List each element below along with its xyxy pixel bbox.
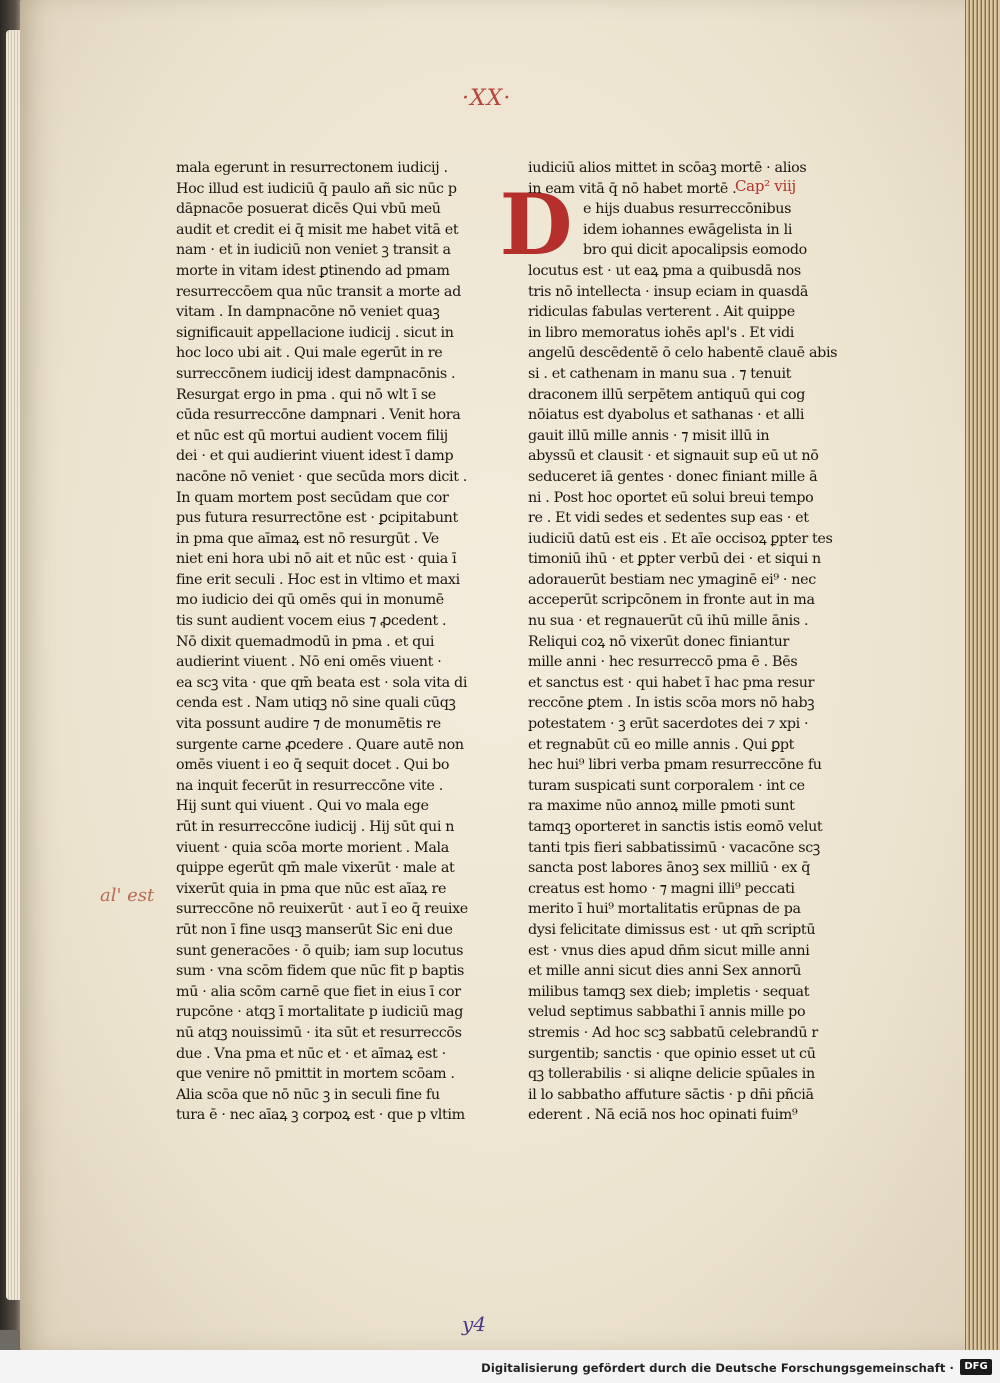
text-line: ra maxime nūo annoꝝ mille pmoti sunt <box>528 798 795 815</box>
text-line: due . Vna pma et nūc et · et aīmaꝝ est · <box>176 1045 446 1062</box>
text-line: mū · alia scōm carnē que fiet in eius ī cor <box>176 983 461 1000</box>
text-line: nam · et in iudiciū non veniet ꝫ transit a <box>176 242 451 259</box>
text-line: significauit appellacione iudicij . sicut in <box>176 324 454 341</box>
text-line: merito ī hui⁹ mortalitatis erūpnas de pa <box>528 901 801 918</box>
text-line: tamqꝫ oporteret in sanctis istis eomō velut <box>528 819 823 835</box>
funding-credit: Digitalisierung gefördert durch die Deutsche Forschungsgemeinschaft · <box>481 1361 954 1375</box>
text-line: timoniū ihū · et ꝑpter verbū dei · et siqui n <box>528 551 821 568</box>
text-line: niet eni hora ubi nō ait et nūc est · quia ī <box>176 551 457 568</box>
text-line: locutus est · ut eaꝝ pma a quibusdā nos <box>528 262 801 279</box>
text-line: audit et credit ei q̄ misit me habet vitā et <box>176 221 459 238</box>
text-line: ederent . Nā eciā nos hoc opinati fuim⁹ <box>528 1107 798 1124</box>
text-line: In quam mortem post secūdam que cor <box>176 489 449 506</box>
text-line: nōiatus est dyabolus et sathanas · et alli <box>528 407 805 424</box>
text-line: in libro memoratus iohēs apl's . Et vidi <box>528 324 794 341</box>
text-line: angelū descēdentē ō celo habentē clauē abis <box>528 345 838 362</box>
text-line: audierint viuent . Nō eni omēs viuent · <box>176 654 442 671</box>
text-line: e hijs duabus resurreccōnibus <box>583 201 792 218</box>
text-line: tanti tpis fieri sabbatissimū · vacacōne scꝫ <box>528 839 820 856</box>
text-line: vitam . In dampnacōne nō veniet quaꝫ <box>176 304 440 321</box>
text-line: ni . Post hoc oportet eū solui breui tempo <box>528 489 814 506</box>
text-line: mille anni · hec resurreccō pma ē . Bēs <box>528 654 798 671</box>
text-line: gauit illū mille annis · ⁊ misit illū in <box>528 427 770 444</box>
text-line: velud septimus sabbathi ī annis mille po <box>528 1004 806 1021</box>
text-line: iudiciū datū est eis . Et aīe occisoꝝ ꝑpter tes <box>528 530 833 547</box>
text-line: morte in vitam idest ꝑtinendo ad pmam <box>176 262 450 279</box>
text-line: surgentib; sanctis · que opinio esset ut cū <box>528 1045 816 1062</box>
text-line: mo iudicio dei qū omēs qui in monumē <box>176 592 444 609</box>
text-line: Hoc illud est iudiciū q̄ paulo añ sic nūc p <box>176 180 457 197</box>
text-line: re . Et vidi sedes et sedentes sup eas · et <box>528 510 809 527</box>
text-line: potestatem · ꝫ erūt sacerdotes dei ⁊ xpi · <box>528 716 809 733</box>
text-line: surreccōnem iudicij idest dampnacōnis . <box>176 365 456 382</box>
text-line: vita possunt audire ⁊ de monumētis re <box>176 716 441 733</box>
text-line: resurreccōem qua nūc transit a morte ad <box>176 283 461 300</box>
right-text-column <box>528 158 838 1126</box>
text-line: rūt non ī fine usqꝫ manserūt Sic eni due <box>176 921 453 938</box>
text-line: cenda est . Nam utiqꝫ nō sine quali cūqꝫ <box>176 695 456 712</box>
text-line: in pma que aīmaꝝ est nō resurgūt . Ve <box>176 530 439 547</box>
text-line: hec hui⁹ libri verba pmam resurreccōne fu <box>528 757 822 774</box>
text-line: et sanctus est · qui habet ī hac pma resur <box>528 674 815 691</box>
text-line: adorauerūt bestiam nec ymaginē ei⁹ · nec <box>528 571 816 588</box>
text-line: surgente carne ꝓcedere . Quare autē non <box>176 736 464 753</box>
text-line: dysi felicitate dimissus est · ut qm̄ scriptū <box>528 921 816 938</box>
margin-annotation: al' est <box>100 885 155 906</box>
text-line: qꝫ tollerabilis · si aliqne delicie spūales in <box>528 1066 815 1083</box>
text-line: si . et cathenam in manu sua . ⁊ tenuit <box>528 365 792 382</box>
text-line: bro qui dicit apocalipsis eomodo <box>583 242 807 259</box>
text-line: dāpnacōe posuerat dicēs Qui vbū meū <box>176 201 441 218</box>
text-line: sum · vna scōm fidem que nūc fit p baptis <box>176 963 465 980</box>
text-line: Hij sunt qui viuent . Qui vo mala ege <box>176 798 429 815</box>
text-line: il lo sabbatho affuture sāctis · p dn̄i pñciā <box>528 1086 814 1103</box>
text-line: Resurgat ergo in pma . qui nō wlt ī se <box>176 386 436 403</box>
text-line: nū atqꝫ nouissimū · ita sūt et resurreccōs <box>176 1024 462 1041</box>
text-line: et regnabūt cū eo mille annis . Qui ꝑpt <box>528 736 795 753</box>
text-line: tis sunt audient vocem eius ⁊ ꝓcedent . <box>176 613 447 630</box>
text-line: nu sua · et regnauerūt cū ihū mille ānis . <box>528 613 809 630</box>
text-line: idem iohannes ewāgelista in li <box>583 221 793 238</box>
text-line: iudiciū alios mittet in scōaꝫ mortē · alios <box>528 160 807 176</box>
text-line: mala egerunt in resurrectonem iudicij . <box>176 160 448 176</box>
dfg-logo: DFG <box>960 1359 992 1375</box>
text-line: cūda resurreccōne dampnari . Venit hora <box>176 407 461 424</box>
text-line: et mille anni sicut dies anni Sex annorū <box>528 963 802 980</box>
quire-signature: y4 <box>462 1312 487 1336</box>
text-line: rupcōne · atqꝫ ī mortalitate p iudiciū mag <box>176 1004 463 1021</box>
text-line: fine erit seculi . Hoc est in vltimo et maxi <box>176 571 460 588</box>
text-line: et nūc est qū mortui audient vocem filij <box>176 427 448 444</box>
text-line: vixerūt quia in pma que nūc est aīaꝝ re <box>176 880 447 897</box>
text-line: na inquit fecerūt in resurreccōne vite . <box>176 777 443 794</box>
text-line: creatus est homo · ⁊ magni illi⁹ peccati <box>528 880 795 897</box>
text-line: omēs viuent i eo q̄ sequit docet . Qui bo <box>176 757 450 774</box>
text-line: dei · et qui audierint viuent idest ī damp <box>176 448 454 465</box>
text-line: reccōne ꝑtem . In istis scōa mors nō habꝫ <box>528 695 815 712</box>
text-line: Reliqui coꝝ nō vixerūt donec finiantur <box>528 633 789 650</box>
folio-number: ·XX· <box>462 86 512 111</box>
text-line: surreccōne nō reuixerūt · aut ī eo q̄ reuixe <box>176 901 468 918</box>
decorated-initial: D <box>499 175 573 274</box>
text-line: seduceret iā gentes · donec finiant mille ā <box>528 468 818 485</box>
text-line: nacōne nō veniet · que secūda mors dicit . <box>176 468 467 485</box>
text-line: rūt in resurreccōne iudicij . Hij sūt qui n <box>176 819 455 835</box>
left-text-column <box>176 158 468 1126</box>
text-line: est · vnus dies apud dn̄m sicut mille anni <box>528 942 810 959</box>
text-line: quippe egerūt qm̄ male vixerūt · male at <box>176 860 455 877</box>
text-line: Alia scōa que nō nūc ꝫ in seculi fine fu <box>176 1086 440 1103</box>
manuscript-page <box>20 0 970 1350</box>
text-line: acceperūt scripcōnem in fronte aut in ma <box>528 592 815 609</box>
text-line: sunt generacōes · ō quib; iam sup locutus <box>176 942 464 959</box>
text-line: milibus tamqꝫ sex dieb; impletis · sequat <box>528 983 810 1000</box>
text-line: tura ē · nec aīaꝝ ꝫ corpoꝝ est · que p vltim <box>176 1107 465 1124</box>
text-line: pus futura resurrectōne est · ꝑcipitabunt <box>176 510 458 527</box>
page-edges-right <box>965 0 1000 1350</box>
text-line: sancta post labores ānoꝫ sex milliū · ex q̄ <box>528 860 811 877</box>
text-line: ea scꝫ vita · que qm̄ beata est · sola vita di <box>176 674 468 691</box>
chapter-heading: Cap² viij <box>735 177 796 195</box>
text-line: ridiculas fabulas verterent . Ait quippe <box>528 304 795 321</box>
text-line: viuent · quia scōa morte morient . Mala <box>176 839 449 856</box>
text-line: in eam vitā q̄ nō habet mortē . <box>528 180 737 197</box>
text-line: draconem illū serpētem antiquū qui cog <box>528 386 806 403</box>
text-line: abyssū et clausit · et signauit sup eū ut nō <box>528 448 819 465</box>
text-line: tris nō intellecta · insup eciam in quasdā <box>528 283 809 300</box>
text-line: hoc loco ubi ait . Qui male egerūt in re <box>176 345 443 362</box>
text-line: stremis · Ad hoc scꝫ sabbatū celebrandū r <box>528 1024 818 1041</box>
text-line: Nō dixit quemadmodū in pma . et qui <box>176 633 435 650</box>
text-line: turam suspicati sunt corporalem · int ce <box>528 777 805 794</box>
text-line: que venire nō pmittit in mortem scōam . <box>176 1066 455 1083</box>
